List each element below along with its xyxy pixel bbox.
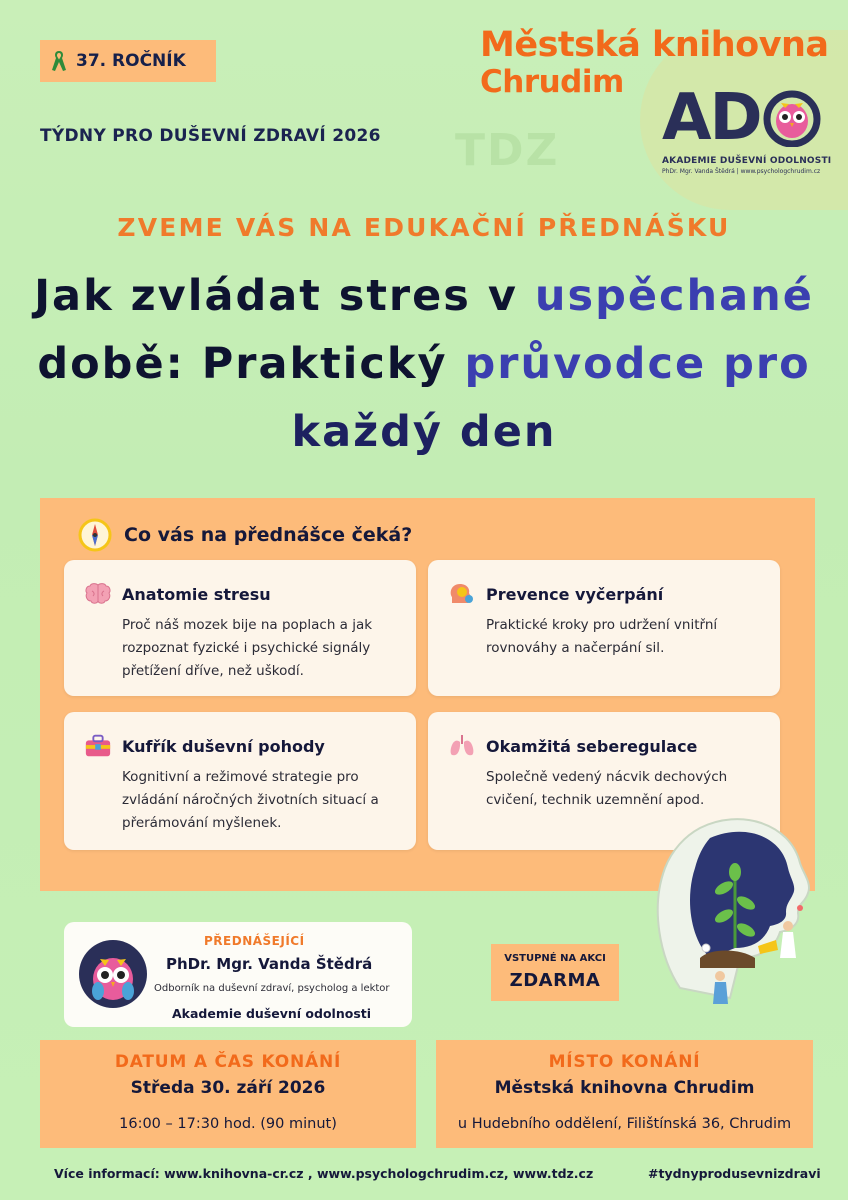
card-title: Prevence vyčerpání: [486, 584, 664, 604]
datetime-box: [40, 1040, 416, 1148]
year-badge: [40, 40, 216, 82]
program-card: [428, 560, 780, 696]
venue-box: [436, 1040, 813, 1148]
speaker-card: [64, 922, 412, 1027]
ado-letters: AD: [662, 81, 761, 155]
venue-name: Městská knihovna Chrudim: [494, 1078, 755, 1098]
ado-logo: [662, 81, 832, 175]
badge-label: 37. ROČNÍK: [76, 51, 186, 71]
speaker-organization: Akademie duševní odolnosti: [172, 1006, 372, 1021]
invite-heading: ZVEME VÁS NA EDUKAČNÍ PŘEDNÁŠKU: [117, 213, 731, 242]
speaker-name: PhDr. Mgr. Vanda Štědrá: [166, 955, 373, 973]
speaker-description: Odborník na duševní zdraví, psycholog a lektor: [154, 983, 390, 994]
card-body: Kognitivní a režimové strategie pro zvládání náročných životních situací a přerámování myšlenek.: [122, 769, 379, 831]
title-part: každý den: [291, 407, 557, 457]
ado-subtitle: AKADEMIE DUŠEVNÍ ODOLNOSTI: [662, 156, 832, 166]
lungs-icon: [448, 732, 476, 760]
owl-avatar-icon: [78, 939, 148, 1009]
title-part-accent: průvodce pro: [464, 339, 811, 389]
card-title: Anatomie stresu: [122, 584, 271, 604]
program-heading: [78, 518, 412, 552]
hashtag: #tydnyprodusevnizdravi: [648, 1166, 821, 1181]
brain-icon: [84, 580, 112, 608]
head-plant-illustration: [640, 808, 820, 1008]
more-info-links: Více informací: www.knihovna-cr.cz , www.psychologchrudim.cz, www.tdz.cz: [54, 1166, 594, 1181]
lecture-title: [20, 262, 828, 466]
event-series-title: TÝDNY PRO DUŠEVNÍ ZDRAVÍ 2026: [40, 126, 381, 146]
program-card: [64, 560, 416, 696]
title-part: době: Praktický: [37, 339, 465, 389]
library-logo-line2: Chrudim: [480, 64, 624, 100]
entry-fee-badge: [491, 944, 619, 1001]
toolbox-icon: [84, 732, 112, 760]
program-heading-text: Co vás na přednášce čeká?: [124, 524, 413, 546]
title-part-accent: uspěchané: [534, 271, 814, 321]
entry-value: ZDARMA: [509, 970, 601, 991]
card-body: Proč náš mozek bije na poplach a jak rozpoznat fyzické i psychické signály přetížení dříve, než uškodí.: [122, 617, 373, 679]
library-logo-line1: Městská knihovna: [480, 25, 829, 65]
card-body: Praktické kroky pro udržení vnitřní rovnováhy a načerpání sil.: [486, 617, 718, 656]
ado-credit: PhDr. Mgr. Vanda Štědrá | www.psychologchrudim.cz: [662, 168, 821, 175]
entry-label: VSTUPNÉ NA AKCI: [504, 953, 606, 964]
tdz-watermark: TDZ: [455, 125, 560, 176]
compass-icon: [78, 518, 112, 552]
owl-icon: [763, 89, 821, 147]
program-card: [64, 712, 416, 850]
head-gear-icon: [448, 580, 476, 608]
event-time: 16:00 – 17:30 hod. (90 minut): [119, 1116, 337, 1132]
card-title: Kufřík duševní pohody: [122, 736, 325, 756]
datetime-label: DATUM A ČAS KONÁNÍ: [114, 1052, 342, 1072]
title-part: Jak zvládat stres v: [34, 271, 535, 321]
speaker-role: PŘEDNÁŠEJÍCÍ: [204, 934, 305, 948]
venue-label: MÍSTO KONÁNÍ: [548, 1052, 701, 1072]
card-title: Okamžitá seberegulace: [486, 736, 698, 756]
event-date: Středa 30. září 2026: [130, 1078, 326, 1098]
venue-address: u Hudebního oddělení, Filištínská 36, Chrudim: [457, 1116, 792, 1132]
awareness-ribbon-icon: [50, 49, 68, 73]
card-body: Společně vedený nácvik dechových cvičení, technik uzemnění apod.: [486, 769, 728, 808]
